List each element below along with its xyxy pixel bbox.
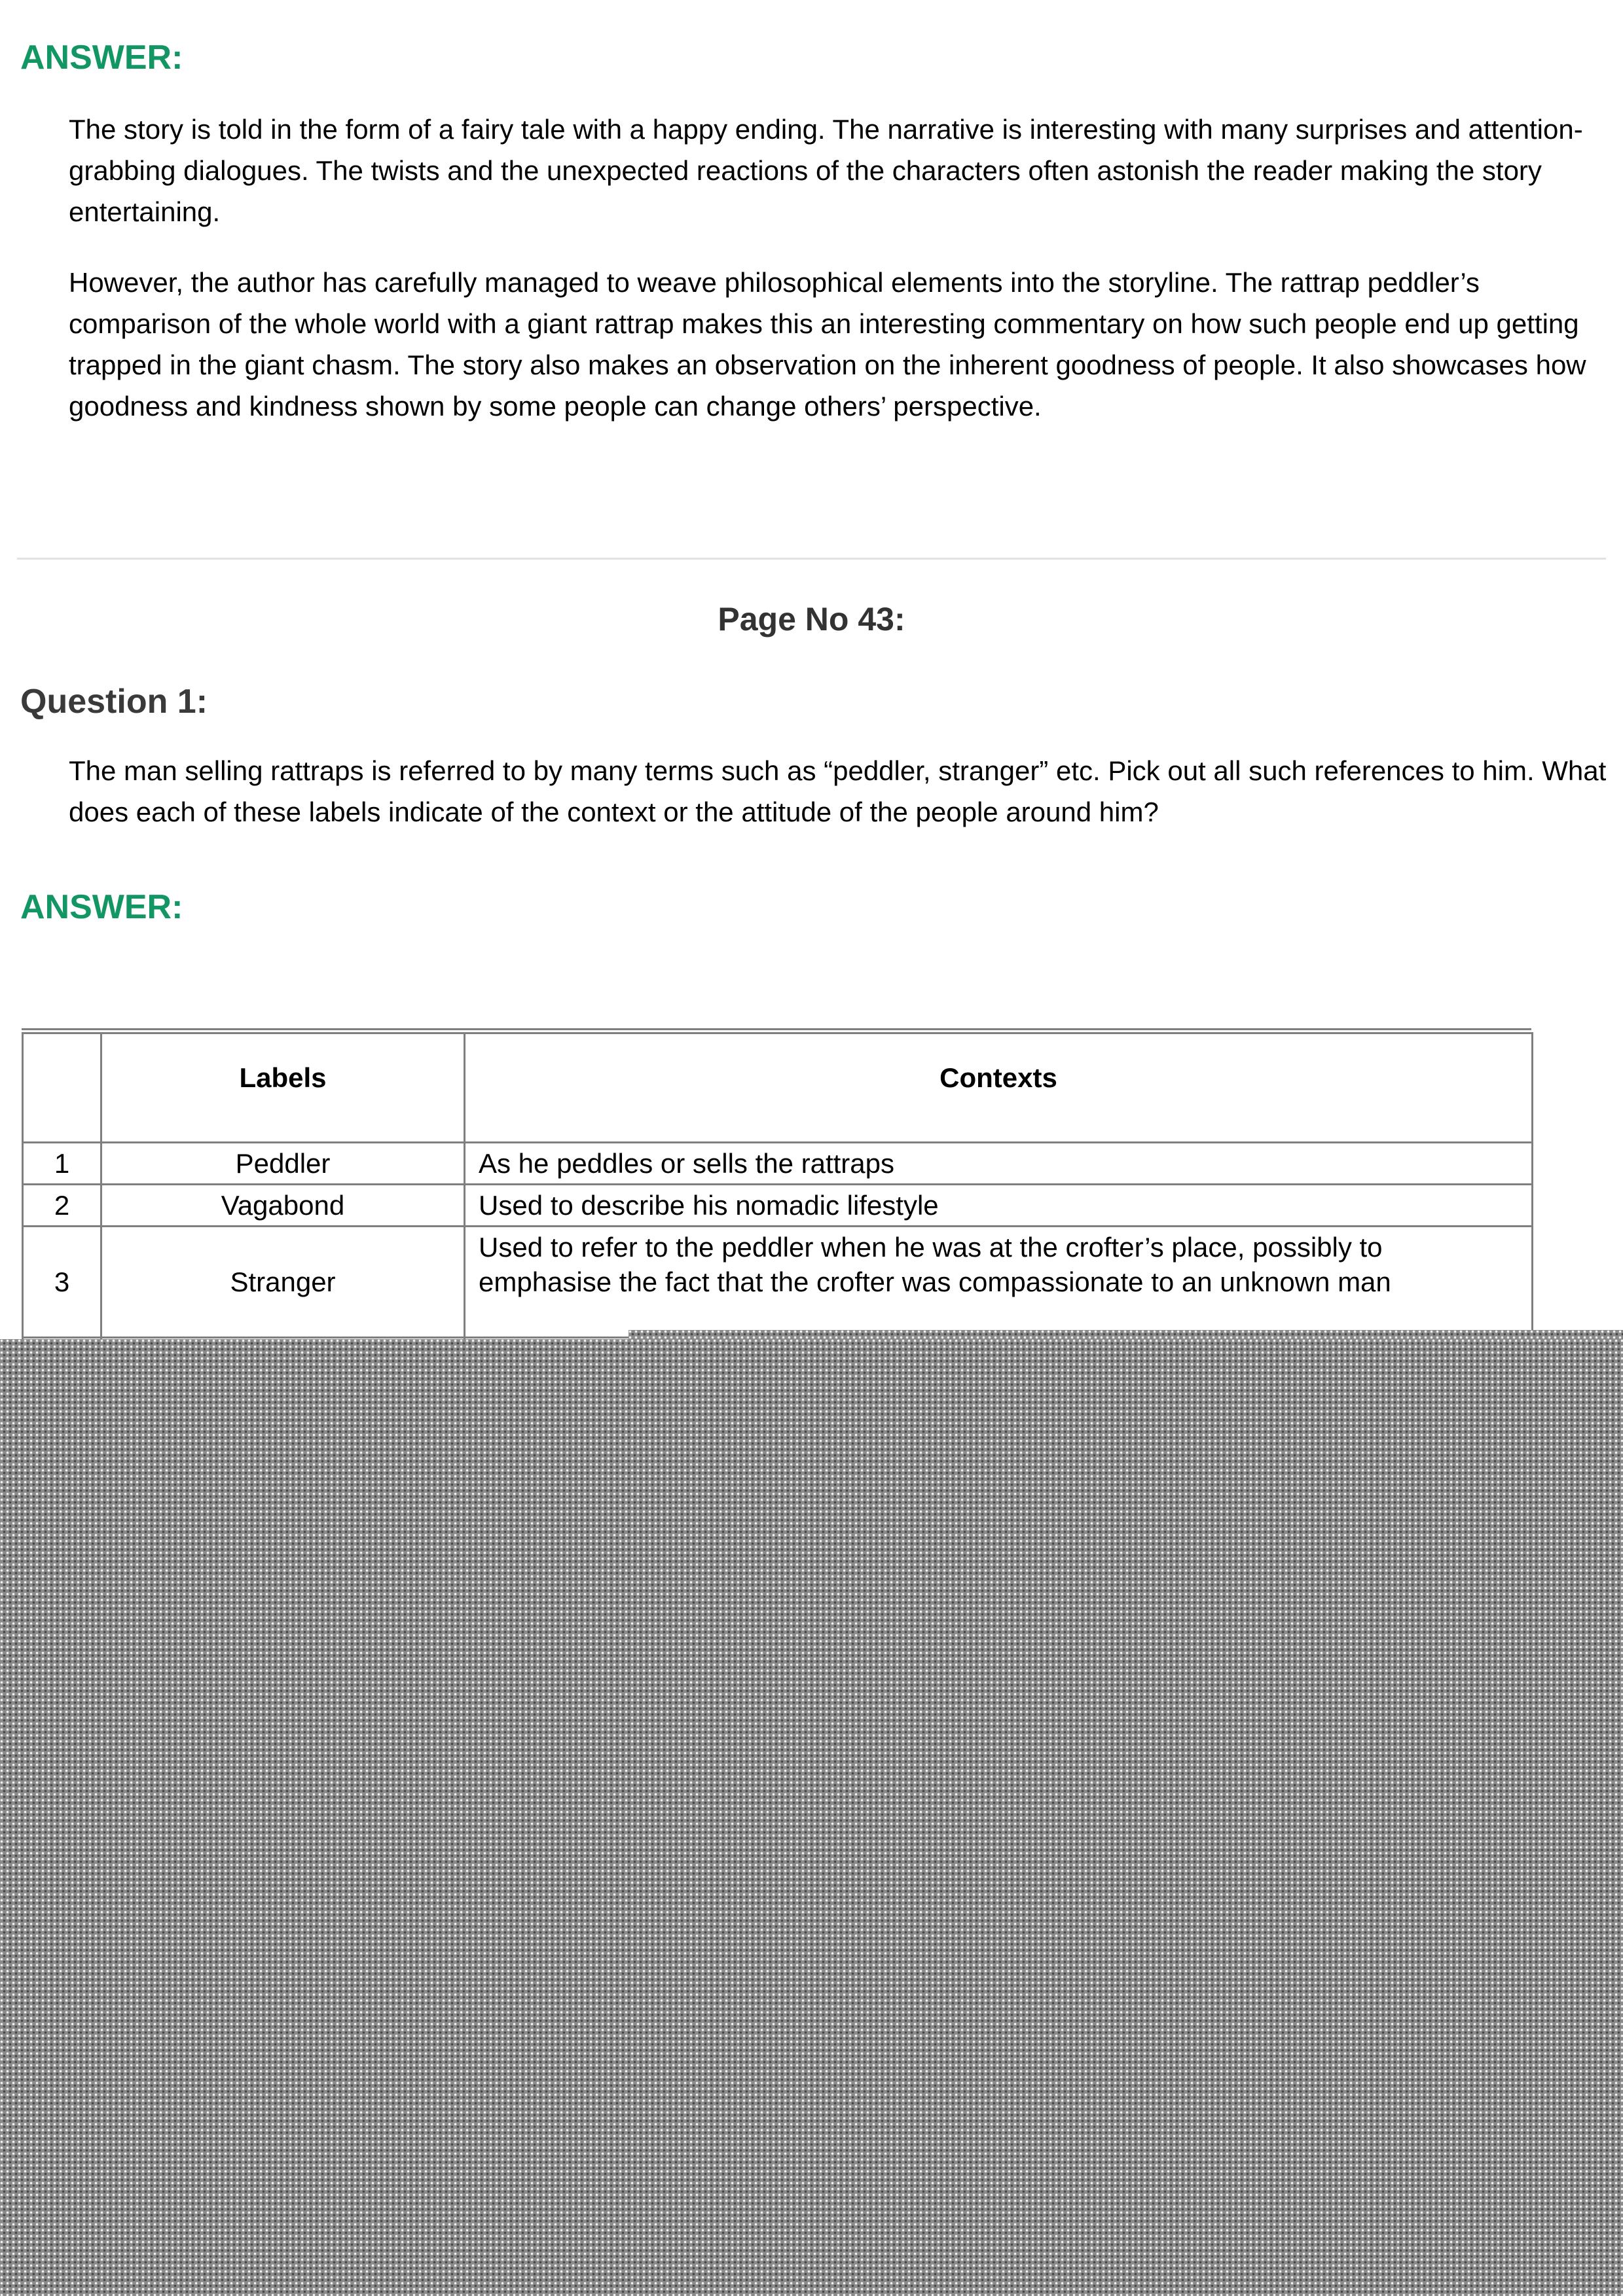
question-1-heading: Question 1: (20, 683, 208, 721)
question-1-text: The man selling rattraps is referred to by many terms such as “peddler, stranger” etc. Pick out all such references to him. What does each of these labels indicate of the context or the attitude of the people around him? (69, 755, 1607, 827)
answer-heading-1: ANSWER: (20, 39, 183, 77)
row-number: 3 (23, 1227, 101, 1338)
answer-heading-2: ANSWER: (20, 888, 183, 926)
table-header-row (23, 1033, 1533, 1143)
table-top-border-line (22, 1028, 1531, 1030)
row-label: Stranger (101, 1227, 465, 1338)
row-number: 2 (23, 1185, 101, 1227)
page-number-heading: Page No 43: (718, 601, 905, 637)
table-row (23, 1143, 1533, 1185)
row-number: 1 (23, 1143, 101, 1185)
table-row (23, 1185, 1533, 1227)
gray-placeholder-overlay (0, 1339, 1623, 2296)
header-index (23, 1033, 101, 1143)
table-row (23, 1227, 1533, 1338)
header-labels: Labels (101, 1033, 465, 1143)
row-label: Peddler (101, 1143, 465, 1185)
row-label: Vagabond (101, 1185, 465, 1227)
row-context: Used to describe his nomadic lifestyle (465, 1185, 1533, 1227)
header-contexts: Contexts (465, 1033, 1533, 1143)
section-divider (17, 558, 1606, 560)
row-context: Used to refer to the peddler when he was at the crofter’s place, possibly to emphasise the fact that the crofter was compassionate to an unknown man (465, 1227, 1533, 1338)
answer-paragraph-2: However, the author has carefully managed to weave philosophical elements into the storyline. The rattrap peddler’s comparison of the whole world with a giant rattrap makes this an interesting commentary on how such people end up getting trapped in the giant chasm. The story also makes an observation on the inherent goodness of people. It also showcases how goodness and kindness shown by some people can change others’ perspective. (69, 267, 1586, 422)
row-context: As he peddles or sells the rattraps (465, 1143, 1533, 1185)
answer-paragraph-1: The story is told in the form of a fairy tale with a happy ending. The narrative is interesting with many surprises and attention-grabbing dialogues. The twists and the unexpected reactions of the characters often astonish the reader making the story entertaining. (69, 114, 1583, 227)
